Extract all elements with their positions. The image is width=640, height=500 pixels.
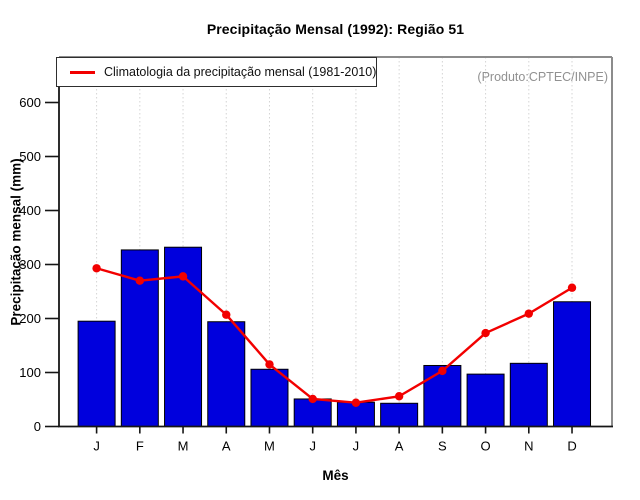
climatology-point-9	[481, 329, 489, 337]
y-axis-title: Precipitação mensal (mm)	[8, 158, 24, 326]
x-tick-label: N	[524, 438, 534, 454]
x-axis-title: Mês	[322, 468, 349, 483]
x-tick-label: J	[352, 438, 360, 454]
x-tick-label: A	[221, 438, 231, 454]
x-tick-label: M	[177, 438, 189, 454]
x-tick-label: A	[394, 438, 404, 454]
climatology-point-11	[568, 284, 576, 292]
legend	[56, 57, 377, 87]
y-tick-label: 400	[19, 203, 41, 218]
y-tick-label: 600	[19, 95, 41, 110]
climatology-point-1	[136, 277, 144, 285]
x-tick-label: O	[480, 438, 491, 454]
x-tick-label: J	[309, 438, 316, 454]
y-tick-label: 500	[19, 149, 41, 164]
bar-A-3	[208, 322, 245, 427]
climatology-point-8	[438, 367, 446, 375]
climatology-point-0	[92, 264, 100, 272]
climatology-point-3	[222, 311, 230, 319]
bar-D-11	[554, 302, 591, 427]
x-tick-label: J	[93, 438, 100, 454]
chart-title: Precipitação Mensal (1992): Região 51	[206, 21, 465, 37]
x-tick-label: M	[264, 438, 275, 454]
climatology-point-10	[525, 309, 533, 317]
climatology-point-4	[265, 360, 273, 368]
y-tick-label: 300	[19, 257, 41, 272]
x-tick-label: F	[135, 438, 144, 454]
legend-label: Climatologia da precipitação mensal (1981-2010)	[104, 65, 377, 79]
bar-O-9	[467, 374, 504, 426]
bar-M-4	[251, 369, 288, 426]
climatology-point-7	[395, 392, 403, 400]
y-tick-label: 200	[19, 311, 41, 326]
bar-N-10	[510, 363, 547, 426]
producer-annotation: (Produto:CPTEC/INPE)	[477, 70, 608, 84]
y-tick-label: 0	[33, 419, 41, 434]
x-tick-label: S	[438, 438, 447, 454]
bar-A-7	[381, 403, 418, 426]
bar-J-0	[78, 321, 115, 426]
legend-line-swatch	[70, 71, 95, 74]
x-tick-label: D	[567, 438, 577, 454]
climatology-point-6	[352, 399, 360, 407]
climatology-point-2	[179, 272, 187, 280]
y-tick-label: 100	[19, 365, 41, 380]
climatology-point-5	[309, 395, 317, 403]
